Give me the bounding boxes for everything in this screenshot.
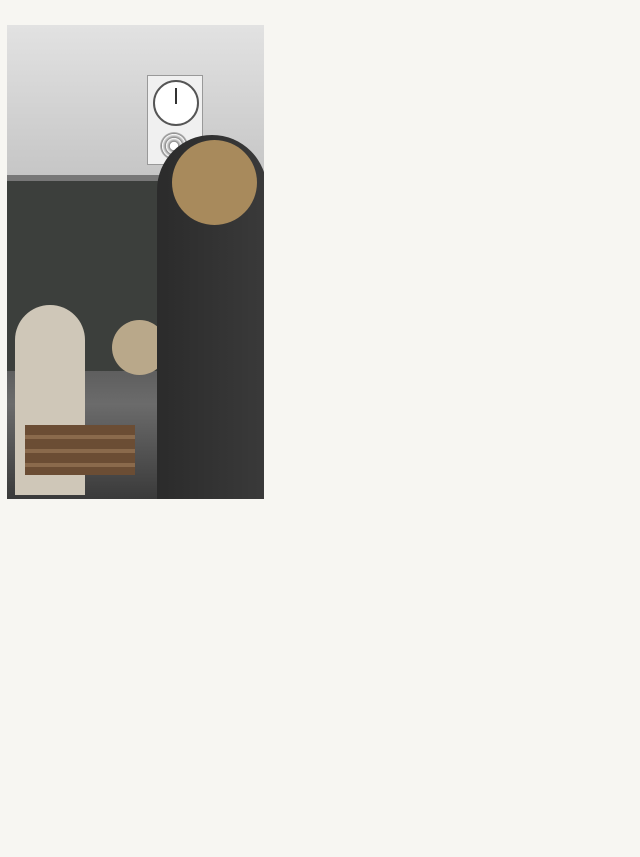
- candid-classroom-photo: [7, 25, 264, 499]
- clock-face: [153, 80, 199, 126]
- standing-student-head: [172, 140, 257, 225]
- book-stack: [25, 425, 135, 475]
